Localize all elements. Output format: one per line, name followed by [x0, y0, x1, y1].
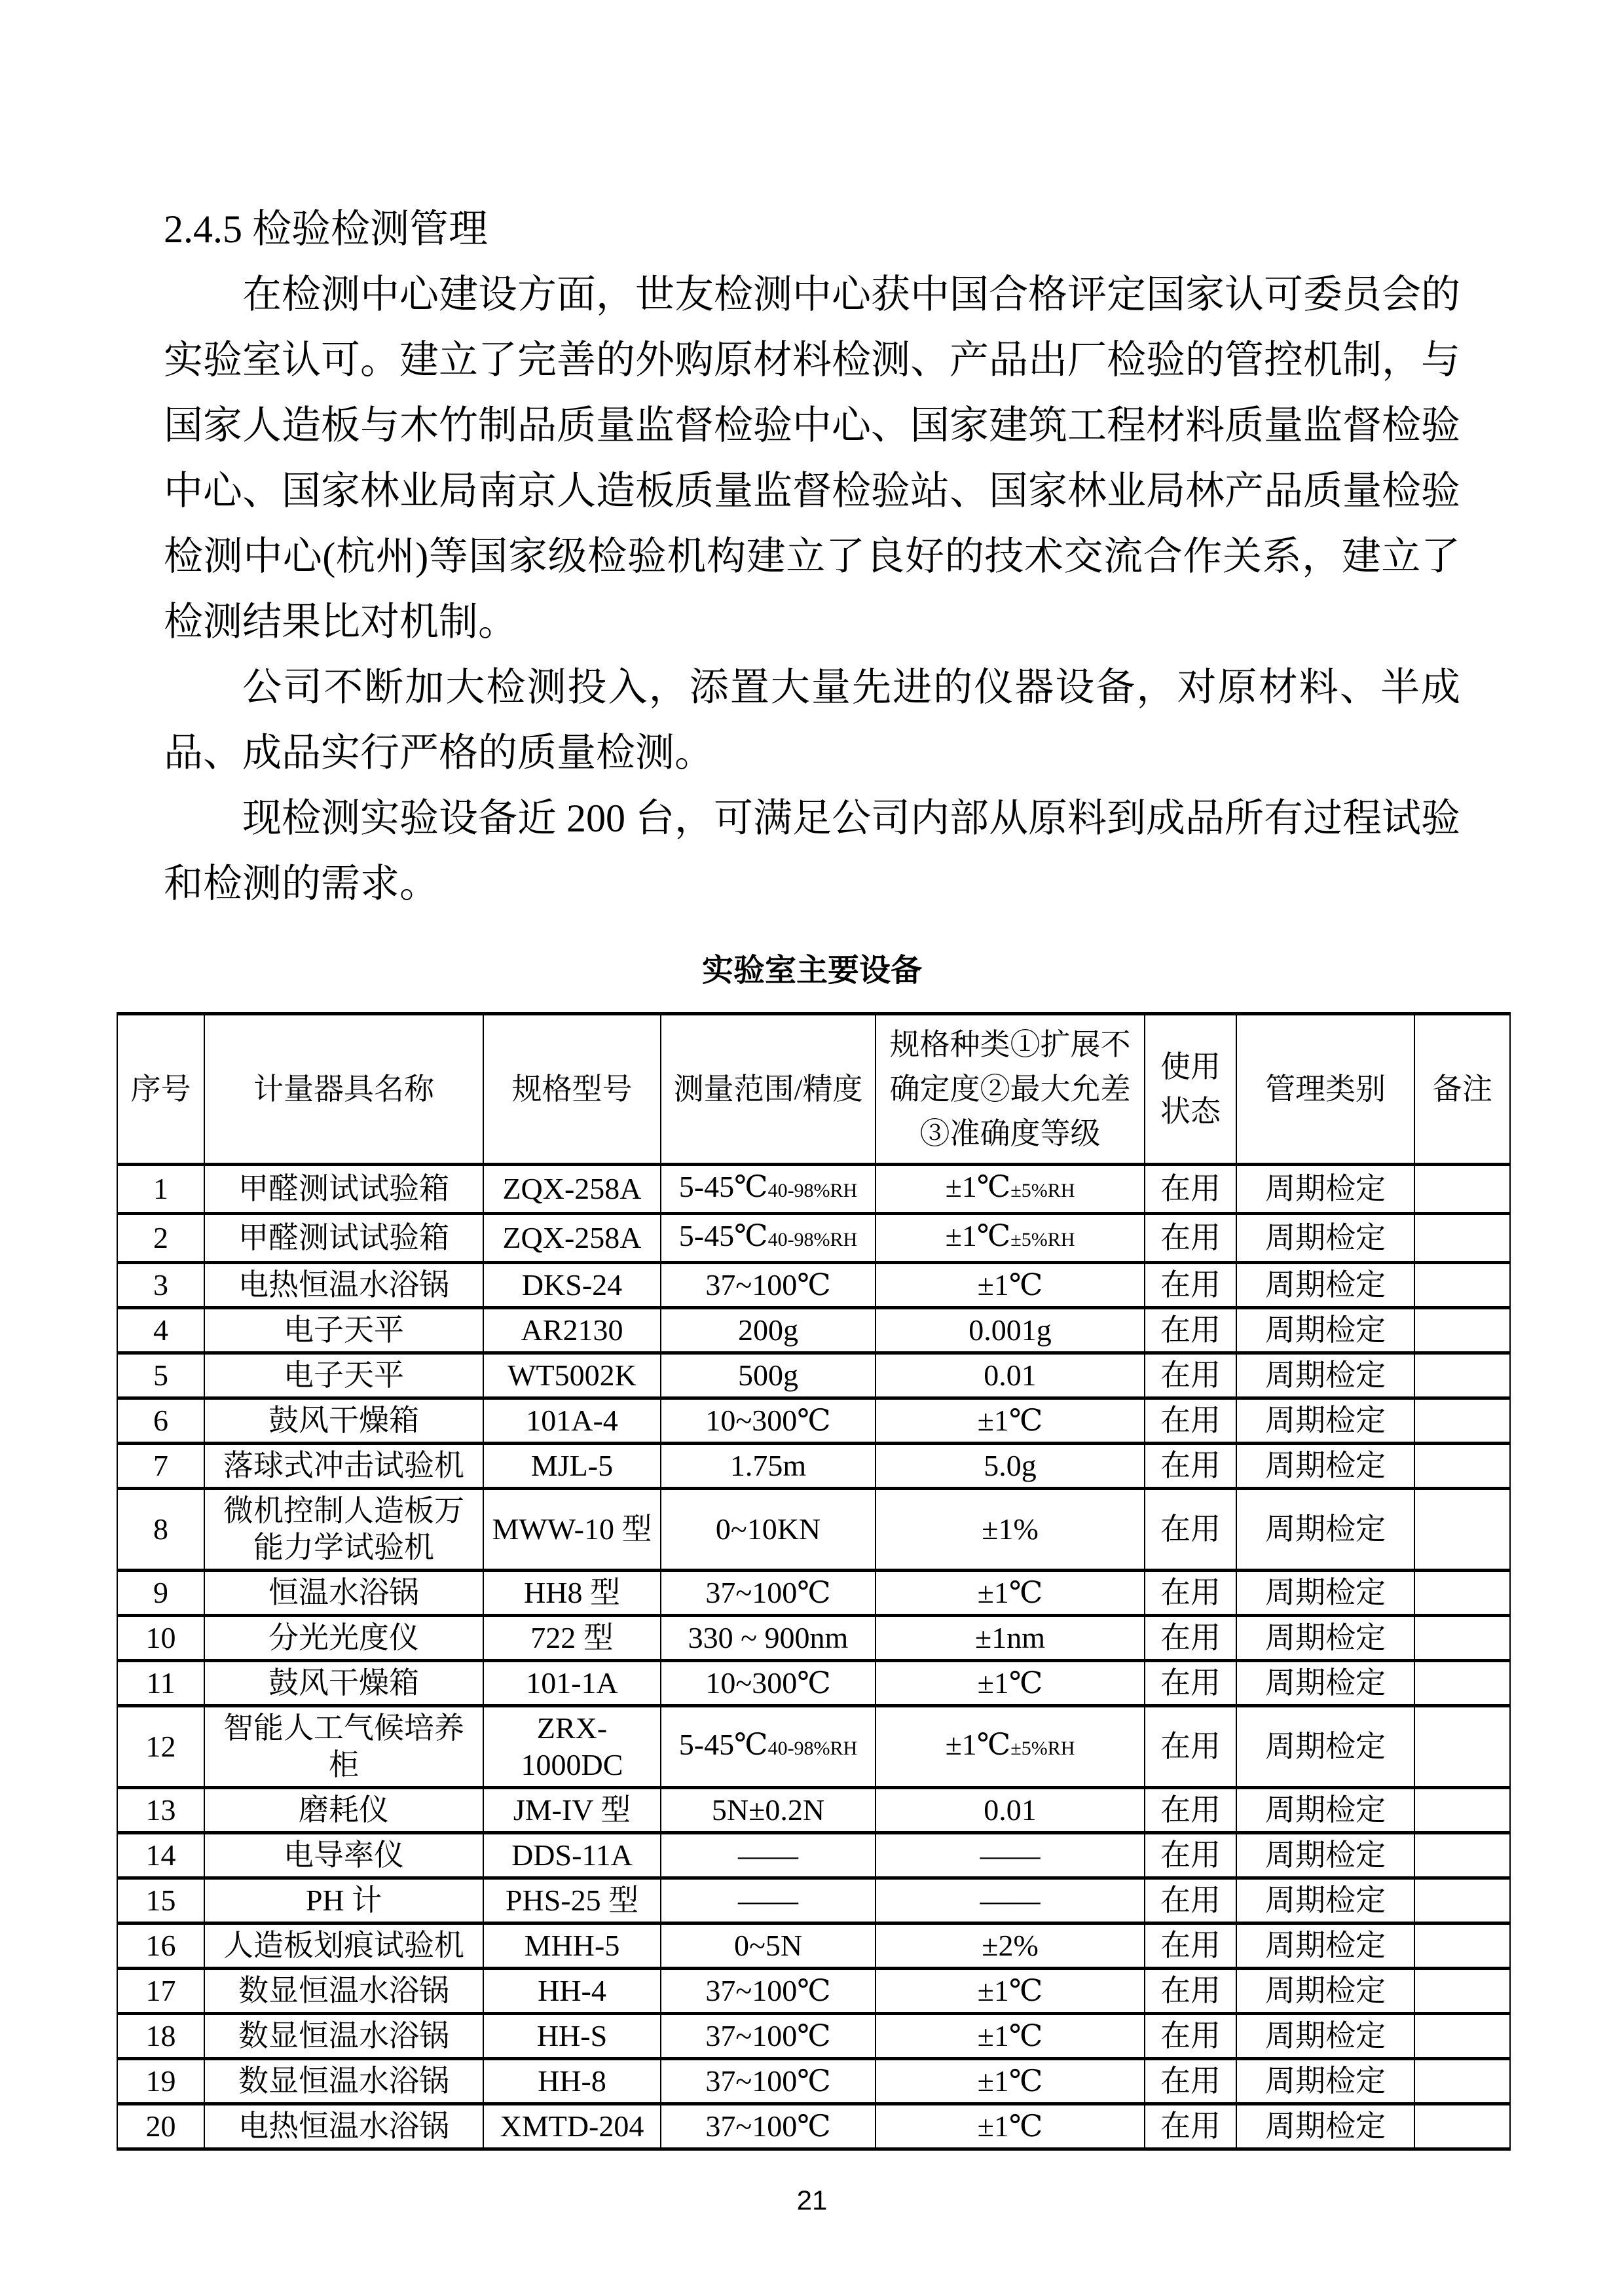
cell-spec: ±2% [876, 1923, 1145, 1969]
cell-note [1414, 1444, 1510, 1489]
cell-status: 在用 [1145, 1833, 1236, 1878]
cell-note [1414, 1706, 1510, 1788]
table-row [117, 1833, 1510, 1878]
cell-no: 19 [117, 2059, 204, 2104]
equipment-table-head [117, 1014, 1510, 1165]
cell-status: 在用 [1145, 1353, 1236, 1398]
cell-no: 20 [117, 2104, 204, 2149]
table-title: 实验室主要设备 [701, 953, 922, 988]
cell-range: 330 ~ 900nm [661, 1616, 876, 1661]
column-header-5: 使用状态 [1145, 1014, 1236, 1165]
cell-no: 12 [117, 1706, 204, 1788]
cell-name: 甲醛测试试验箱 [204, 1214, 483, 1263]
cell-model: JM-IV 型 [483, 1788, 661, 1833]
table-row [117, 1969, 1510, 2014]
cell-no: 8 [117, 1489, 204, 1571]
equipment-table [117, 1012, 1511, 2151]
cell-model: DKS-24 [483, 1263, 661, 1308]
cell-name: 电热恒温水浴锅 [204, 2104, 483, 2149]
cell-mgmt: 周期检定 [1236, 1353, 1414, 1398]
cell-range: 37~100℃ [661, 1571, 876, 1616]
column-header-0: 序号 [117, 1014, 204, 1165]
cell-note [1414, 1398, 1510, 1444]
cell-mgmt: 周期检定 [1236, 1833, 1414, 1878]
cell-name: 电导率仪 [204, 1833, 483, 1878]
cell-range: —— [661, 1833, 876, 1878]
cell-note [1414, 1308, 1510, 1353]
cell-no: 6 [117, 1398, 204, 1444]
cell-note [1414, 1571, 1510, 1616]
cell-name: 数显恒温水浴锅 [204, 1969, 483, 2014]
paragraph-1: 在检测中心建设方面，世友检测中心获中国合格评定国家认可委员会的实验室认可。建立了完善的外购原材料检测、产品出厂检验的管控机制，与国家人造板与木竹制品质量监督检验中心、国家建筑工程材料质量监督检验中心、国家林业局南京人造板质量监督检验站、国家林业局林产品质量检验检测中心(杭州)等国家级检验机构建立了良好的技术交流合作关系，建立了检测结果比对机制。 [164, 273, 1460, 644]
cell-status: 在用 [1145, 1661, 1236, 1706]
cell-note [1414, 1878, 1510, 1923]
column-header-2: 规格型号 [483, 1014, 661, 1165]
cell-model: MWW-10 型 [483, 1489, 661, 1571]
cell-spec: ±1℃ [876, 2059, 1145, 2104]
cell-note [1414, 1353, 1510, 1398]
cell-spec: ±1℃ [876, 1263, 1145, 1308]
cell-no: 17 [117, 1969, 204, 2014]
cell-spec: ±1℃±5%RH [876, 1214, 1145, 1263]
cell-status: 在用 [1145, 1444, 1236, 1489]
cell-model: XMTD-204 [483, 2104, 661, 2149]
column-header-1: 计量器具名称 [204, 1014, 483, 1165]
cell-status: 在用 [1145, 2014, 1236, 2059]
cell-no: 1 [117, 1165, 204, 1214]
cell-spec: —— [876, 1878, 1145, 1923]
paragraph-3: 现检测实验设备近 200 台，可满足公司内部从原料到成品所有过程试验 和检测的需求。 [164, 797, 1460, 905]
table-row [117, 1398, 1510, 1444]
cell-range: 5N±0.2N [661, 1788, 876, 1833]
cell-model: HH-4 [483, 1969, 661, 2014]
cell-name: 电热恒温水浴锅 [204, 1263, 483, 1308]
table-row [117, 1878, 1510, 1923]
column-header-4: 规格种类①扩展不确定度②最大允差③准确度等级 [876, 1014, 1145, 1165]
header-row [117, 1014, 1510, 1165]
cell-spec: ±1℃±5%RH [876, 1706, 1145, 1788]
cell-range-small: 40-98%RH [767, 1229, 858, 1250]
cell-name: 甲醛测试试验箱 [204, 1165, 483, 1214]
cell-status: 在用 [1145, 1923, 1236, 1969]
cell-status: 在用 [1145, 1214, 1236, 1263]
cell-model: HH-S [483, 2014, 661, 2059]
cell-no: 9 [117, 1571, 204, 1616]
cell-range: 10~300℃ [661, 1661, 876, 1706]
cell-status: 在用 [1145, 2059, 1236, 2104]
column-header-7: 备注 [1414, 1014, 1510, 1165]
cell-range: 0~5N [661, 1923, 876, 1969]
cell-spec: ±1℃ [876, 1661, 1145, 1706]
table-row [117, 1923, 1510, 1969]
cell-range: 37~100℃ [661, 2104, 876, 2149]
cell-no: 14 [117, 1833, 204, 1878]
cell-model: 101A-4 [483, 1398, 661, 1444]
column-header-3: 测量范围/精度 [661, 1014, 876, 1165]
cell-mgmt: 周期检定 [1236, 1616, 1414, 1661]
cell-range-small: 40-98%RH [767, 1738, 858, 1759]
cell-spec: ±1℃ [876, 2104, 1145, 2149]
cell-status: 在用 [1145, 1706, 1236, 1788]
cell-status: 在用 [1145, 1878, 1236, 1923]
section-heading: 2.4.5 检验检测管理 [164, 208, 488, 251]
cell-range: 37~100℃ [661, 2014, 876, 2059]
cell-model: HH-8 [483, 2059, 661, 2104]
cell-status: 在用 [1145, 1398, 1236, 1444]
table-row [117, 1489, 1510, 1571]
cell-range: 5-45℃40-98%RH [661, 1706, 876, 1788]
cell-note [1414, 1969, 1510, 2014]
cell-model: ZQX-258A [483, 1214, 661, 1263]
cell-range: 0~10KN [661, 1489, 876, 1571]
cell-no: 2 [117, 1214, 204, 1263]
cell-spec-small: ±5%RH [1010, 1738, 1075, 1759]
cell-spec: ±1℃ [876, 1571, 1145, 1616]
cell-model: ZRX-1000DC [483, 1706, 661, 1788]
cell-no: 3 [117, 1263, 204, 1308]
table-row [117, 1444, 1510, 1489]
cell-status: 在用 [1145, 1165, 1236, 1214]
cell-model: AR2130 [483, 1308, 661, 1353]
cell-status: 在用 [1145, 1788, 1236, 1833]
cell-status: 在用 [1145, 1489, 1236, 1571]
cell-no: 11 [117, 1661, 204, 1706]
table-row [117, 1571, 1510, 1616]
text-block [164, 196, 1460, 917]
cell-mgmt: 周期检定 [1236, 2059, 1414, 2104]
cell-spec: 0.01 [876, 1788, 1145, 1833]
cell-note [1414, 1165, 1510, 1214]
cell-no: 15 [117, 1878, 204, 1923]
cell-model: WT5002K [483, 1353, 661, 1398]
cell-no: 13 [117, 1788, 204, 1833]
cell-spec: 0.001g [876, 1308, 1145, 1353]
cell-mgmt: 周期检定 [1236, 2014, 1414, 2059]
cell-name: 数显恒温水浴锅 [204, 2059, 483, 2104]
cell-no: 18 [117, 2014, 204, 2059]
cell-note [1414, 1489, 1510, 1571]
table-row [117, 1788, 1510, 1833]
cell-range: 500g [661, 1353, 876, 1398]
cell-model: MJL-5 [483, 1444, 661, 1489]
cell-mgmt: 周期检定 [1236, 1878, 1414, 1923]
column-header-6: 管理类别 [1236, 1014, 1414, 1165]
cell-mgmt: 周期检定 [1236, 1571, 1414, 1616]
cell-range-small: 40-98%RH [767, 1180, 858, 1201]
cell-mgmt: 周期检定 [1236, 1489, 1414, 1571]
table-row [117, 1661, 1510, 1706]
cell-name: 人造板划痕试验机 [204, 1923, 483, 1969]
table-row [117, 2104, 1510, 2149]
cell-model: 101-1A [483, 1661, 661, 1706]
cell-name: 数显恒温水浴锅 [204, 2014, 483, 2059]
cell-name: 鼓风干燥箱 [204, 1661, 483, 1706]
cell-spec: ±1% [876, 1489, 1145, 1571]
cell-note [1414, 2014, 1510, 2059]
cell-note [1414, 2104, 1510, 2149]
cell-spec: 0.01 [876, 1353, 1145, 1398]
cell-name: 磨耗仪 [204, 1788, 483, 1833]
cell-spec: ±1℃ [876, 1398, 1145, 1444]
cell-no: 7 [117, 1444, 204, 1489]
cell-name: 微机控制人造板万能力学试验机 [204, 1489, 483, 1571]
cell-note [1414, 1616, 1510, 1661]
cell-range: —— [661, 1878, 876, 1923]
cell-range: 37~100℃ [661, 2059, 876, 2104]
cell-range: 200g [661, 1308, 876, 1353]
cell-spec: ±1nm [876, 1616, 1145, 1661]
table-row [117, 1165, 1510, 1214]
cell-name: 电子天平 [204, 1308, 483, 1353]
cell-mgmt: 周期检定 [1236, 1706, 1414, 1788]
cell-spec: ±1℃±5%RH [876, 1165, 1145, 1214]
cell-no: 10 [117, 1616, 204, 1661]
cell-no: 5 [117, 1353, 204, 1398]
cell-model: MHH-5 [483, 1923, 661, 1969]
cell-status: 在用 [1145, 1571, 1236, 1616]
cell-spec: 5.0g [876, 1444, 1145, 1489]
cell-spec: ±1℃ [876, 2014, 1145, 2059]
cell-mgmt: 周期检定 [1236, 1263, 1414, 1308]
cell-name: PH 计 [204, 1878, 483, 1923]
table-row [117, 1616, 1510, 1661]
cell-spec-small: ±5%RH [1010, 1229, 1075, 1250]
cell-model: 722 型 [483, 1616, 661, 1661]
equipment-table-body [117, 1165, 1510, 2149]
cell-status: 在用 [1145, 1616, 1236, 1661]
cell-range: 1.75m [661, 1444, 876, 1489]
cell-no: 4 [117, 1308, 204, 1353]
cell-mgmt: 周期检定 [1236, 2104, 1414, 2149]
cell-range: 5-45℃40-98%RH [661, 1165, 876, 1214]
cell-mgmt: 周期检定 [1236, 1308, 1414, 1353]
cell-note [1414, 1833, 1510, 1878]
cell-name: 恒温水浴锅 [204, 1571, 483, 1616]
cell-range: 5-45℃40-98%RH [661, 1214, 876, 1263]
cell-note [1414, 1214, 1510, 1263]
cell-model: PHS-25 型 [483, 1878, 661, 1923]
cell-mgmt: 周期检定 [1236, 1398, 1414, 1444]
table-row [117, 1308, 1510, 1353]
table-row [117, 1706, 1510, 1788]
cell-mgmt: 周期检定 [1236, 1969, 1414, 2014]
cell-range: 10~300℃ [661, 1398, 876, 1444]
table-row [117, 2014, 1510, 2059]
cell-spec: ±1℃ [876, 1969, 1145, 2014]
table-row [117, 2059, 1510, 2104]
cell-status: 在用 [1145, 2104, 1236, 2149]
cell-name: 电子天平 [204, 1353, 483, 1398]
cell-note [1414, 1788, 1510, 1833]
cell-range: 37~100℃ [661, 1263, 876, 1308]
cell-name: 分光光度仪 [204, 1616, 483, 1661]
cell-mgmt: 周期检定 [1236, 1661, 1414, 1706]
table-row [117, 1263, 1510, 1308]
cell-spec: —— [876, 1833, 1145, 1878]
paragraph-2: 公司不断加大检测投入，添置大量先进的仪器设备，对原材料、半成品、成品实行严格的质量检测。 [164, 666, 1460, 774]
cell-mgmt: 周期检定 [1236, 1444, 1414, 1489]
table-row [117, 1214, 1510, 1263]
cell-name: 智能人工气候培养柜 [204, 1706, 483, 1788]
cell-spec-small: ±5%RH [1010, 1180, 1075, 1201]
cell-model: DDS-11A [483, 1833, 661, 1878]
cell-mgmt: 周期检定 [1236, 1788, 1414, 1833]
cell-note [1414, 2059, 1510, 2104]
page-number: 21 [796, 2185, 828, 2215]
table-row [117, 1353, 1510, 1398]
cell-status: 在用 [1145, 1263, 1236, 1308]
cell-status: 在用 [1145, 1308, 1236, 1353]
cell-note [1414, 1661, 1510, 1706]
cell-no: 16 [117, 1923, 204, 1969]
cell-status: 在用 [1145, 1969, 1236, 2014]
cell-name: 落球式冲击试验机 [204, 1444, 483, 1489]
cell-mgmt: 周期检定 [1236, 1214, 1414, 1263]
cell-mgmt: 周期检定 [1236, 1923, 1414, 1969]
cell-note [1414, 1263, 1510, 1308]
cell-mgmt: 周期检定 [1236, 1165, 1414, 1214]
cell-note [1414, 1923, 1510, 1969]
cell-model: HH8 型 [483, 1571, 661, 1616]
cell-name: 鼓风干燥箱 [204, 1398, 483, 1444]
cell-model: ZQX-258A [483, 1165, 661, 1214]
cell-range: 37~100℃ [661, 1969, 876, 2014]
